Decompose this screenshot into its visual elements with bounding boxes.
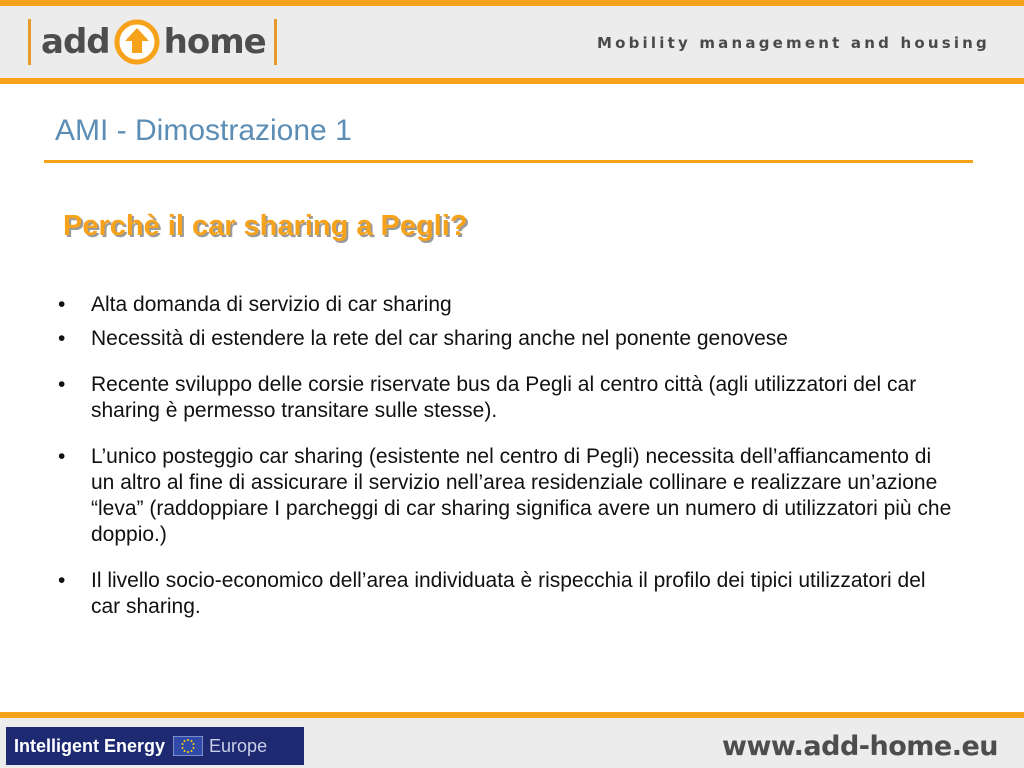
logo-right-bar bbox=[274, 19, 277, 65]
eu-flag-icon bbox=[173, 736, 203, 756]
logo-left-bar bbox=[28, 19, 31, 65]
website-url: www.add-home.eu bbox=[722, 731, 998, 762]
europe-label: Europe bbox=[209, 735, 268, 756]
header-bottom-accent-line bbox=[0, 78, 1024, 84]
bullet-text: Il livello socio-economico dell’area individuata è rispecchia il profilo dei tipici utilizzatori del car sharing. bbox=[91, 569, 926, 618]
bullet-marker: • bbox=[58, 373, 66, 396]
header-top-accent-line bbox=[0, 0, 1024, 6]
title-divider bbox=[44, 160, 973, 163]
bullet-item bbox=[58, 568, 958, 620]
bullet-text: Necessità di estendere la rete del car sharing anche nel ponente genovese bbox=[91, 327, 788, 350]
bullet-marker: • bbox=[58, 569, 66, 592]
bullet-item bbox=[58, 444, 958, 548]
bullet-item bbox=[58, 372, 958, 424]
bullet-text: Recente sviluppo delle corsie riservate bus da Pegli al centro città (agli utilizzatori del car sharing è permesso transitare sulle stesse). bbox=[91, 373, 917, 422]
bullet-text: L’unico posteggio car sharing (esistente nel centro di Pegli) necessita dell’affiancamento di un altro al fine di assicurare il servizio nell’area residenziale collinare e realizzare un’azione “leva” (raddoppiare I parcheggi di car sharing significa avere un numero di utilizzatori più che doppio.) bbox=[91, 445, 952, 546]
bullet-item bbox=[58, 292, 958, 318]
bullet-marker: • bbox=[58, 293, 66, 316]
footer-band bbox=[0, 712, 1024, 768]
bullet-list bbox=[58, 292, 958, 640]
bullet-marker: • bbox=[58, 327, 66, 350]
intelligent-energy-europe-banner bbox=[6, 727, 304, 765]
header-tagline: Mobility management and housing bbox=[596, 34, 990, 52]
bullet-text: Alta domanda di servizio di car sharing bbox=[91, 293, 452, 316]
add-home-logo bbox=[28, 16, 277, 68]
slide-title: AMI - Dimostrazione 1 bbox=[55, 114, 352, 147]
house-arrow-logo-icon bbox=[114, 19, 160, 65]
footer-accent-line bbox=[0, 712, 1024, 718]
intelligent-energy-label: Intelligent Energy bbox=[14, 735, 166, 756]
slide-subtitle: Perchè il car sharing a Pegli? bbox=[63, 210, 468, 242]
logo-word-add: add bbox=[41, 22, 110, 62]
bullet-marker: • bbox=[58, 445, 66, 468]
bullet-item bbox=[58, 326, 958, 352]
logo-word-home: home bbox=[163, 22, 266, 62]
header-band bbox=[0, 0, 1024, 84]
